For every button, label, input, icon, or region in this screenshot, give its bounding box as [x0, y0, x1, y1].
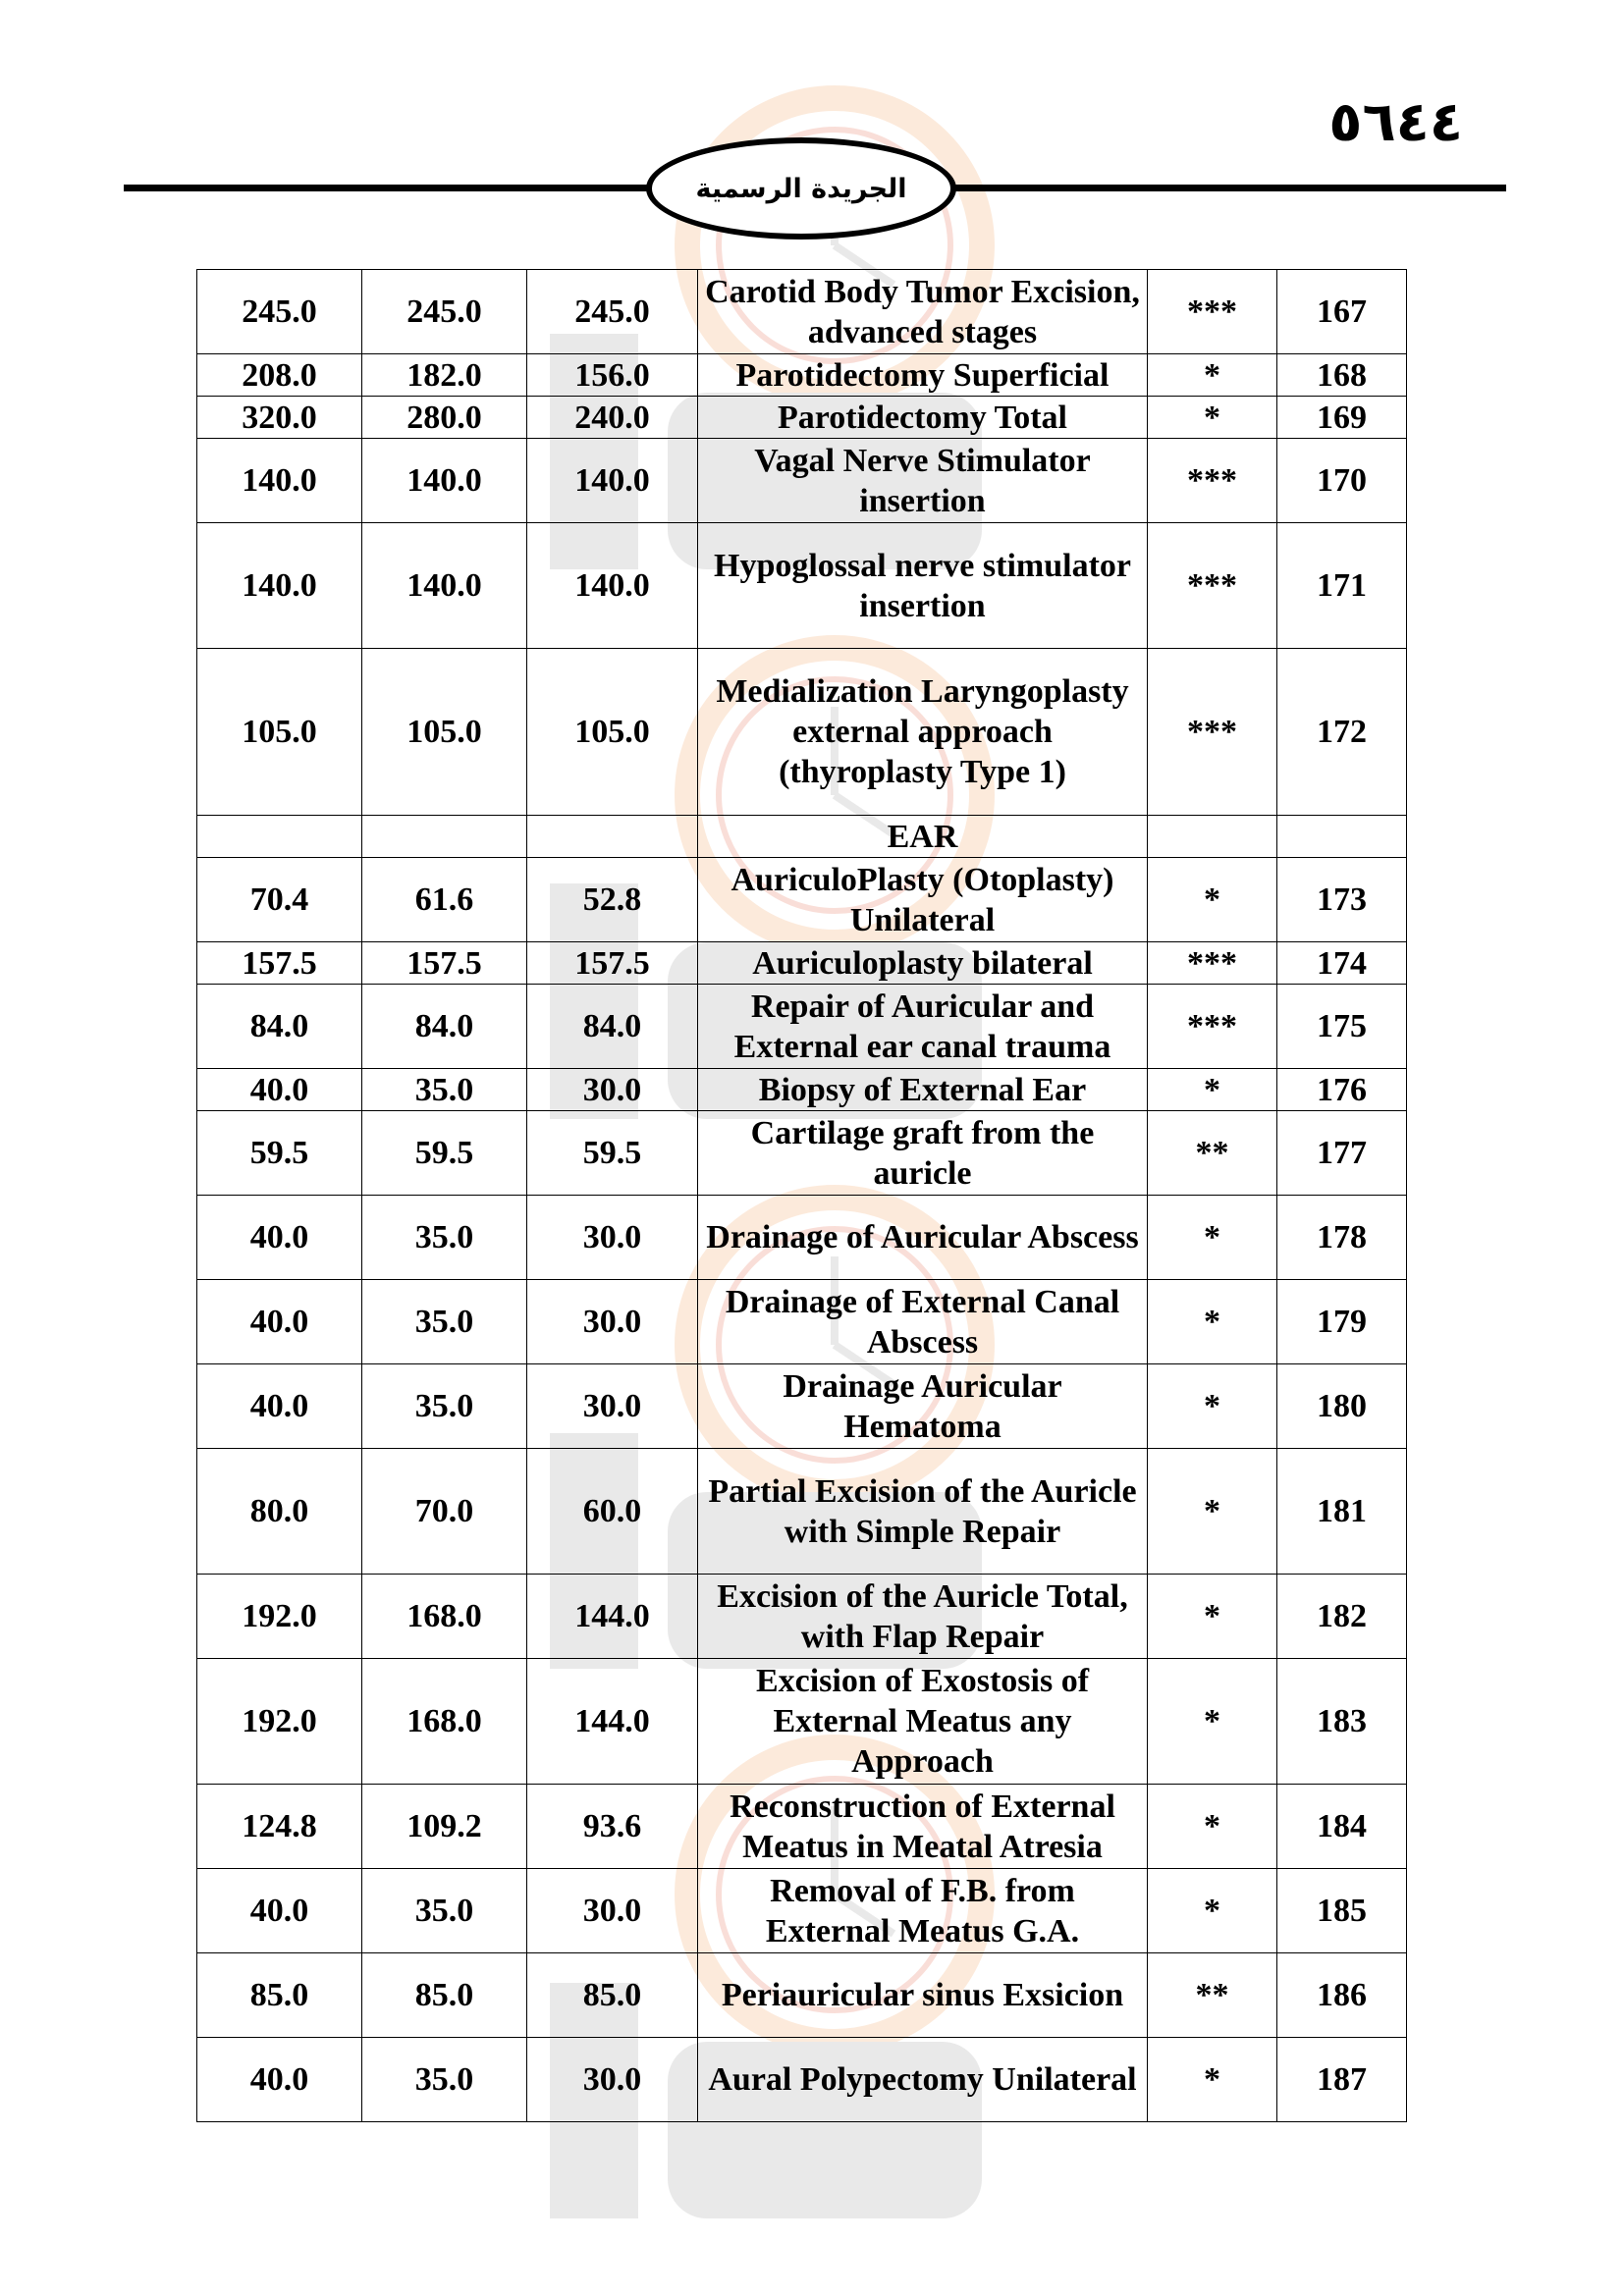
fee-level-3: 30.0 — [527, 1196, 698, 1280]
table-row — [197, 1869, 1407, 1953]
item-number: 168 — [1277, 354, 1407, 397]
fee-table-body — [197, 270, 1407, 2122]
item-number: 169 — [1277, 397, 1407, 439]
category-stars: * — [1148, 397, 1277, 439]
table-row — [197, 439, 1407, 523]
fee-level-3: 30.0 — [527, 2038, 698, 2122]
section-header-row — [197, 816, 1407, 858]
category-stars: * — [1148, 1364, 1277, 1449]
fee-level-1: 40.0 — [197, 1869, 362, 1953]
fee-level-3: 59.5 — [527, 1111, 698, 1196]
procedure-description: Drainage of Auricular Abscess — [698, 1196, 1148, 1280]
procedure-description: Reconstruction of External Meatus in Meatal Atresia — [698, 1785, 1148, 1869]
item-number: 178 — [1277, 1196, 1407, 1280]
procedure-description: Hypoglossal nerve stimulator insertion — [698, 523, 1148, 649]
table-row — [197, 1069, 1407, 1111]
category-stars: * — [1148, 1575, 1277, 1659]
fee-level-2: 35.0 — [362, 1364, 527, 1449]
procedure-description: Removal of F.B. from External Meatus G.A. — [698, 1869, 1148, 1953]
category-stars: * — [1148, 2038, 1277, 2122]
procedure-description: Excision of the Auricle Total, with Flap Repair — [698, 1575, 1148, 1659]
category-stars: *** — [1148, 523, 1277, 649]
procedure-description: Cartilage graft from the auricle — [698, 1111, 1148, 1196]
procedure-description: Repair of Auricular and External ear canal trauma — [698, 985, 1148, 1069]
fee-level-2: 85.0 — [362, 1953, 527, 2038]
fee-level-2: 84.0 — [362, 985, 527, 1069]
fee-level-1: 124.8 — [197, 1785, 362, 1869]
category-stars — [1148, 816, 1277, 858]
table-row — [197, 270, 1407, 354]
procedure-description: Biopsy of External Ear — [698, 1069, 1148, 1111]
fee-level-2: 61.6 — [362, 858, 527, 942]
fee-table — [196, 269, 1407, 2122]
fee-level-2: 35.0 — [362, 2038, 527, 2122]
fee-level-3: 156.0 — [527, 354, 698, 397]
table-row — [197, 354, 1407, 397]
table-row — [197, 1785, 1407, 1869]
category-stars: *** — [1148, 270, 1277, 354]
fee-level-2: 168.0 — [362, 1659, 527, 1785]
fee-level-2 — [362, 816, 527, 858]
procedure-description: Parotidectomy Superficial — [698, 354, 1148, 397]
procedure-description: Parotidectomy Total — [698, 397, 1148, 439]
fee-level-2: 157.5 — [362, 942, 527, 985]
category-stars: * — [1148, 1280, 1277, 1364]
table-row — [197, 942, 1407, 985]
fee-level-2: 168.0 — [362, 1575, 527, 1659]
fee-level-1: 192.0 — [197, 1659, 362, 1785]
fee-level-1: 320.0 — [197, 397, 362, 439]
table-row — [197, 858, 1407, 942]
fee-level-1: 157.5 — [197, 942, 362, 985]
table-row — [197, 1659, 1407, 1785]
fee-level-1: 40.0 — [197, 1280, 362, 1364]
item-number: 187 — [1277, 2038, 1407, 2122]
fee-level-3: 157.5 — [527, 942, 698, 985]
fee-level-3: 52.8 — [527, 858, 698, 942]
category-stars: * — [1148, 1785, 1277, 1869]
table-row — [197, 523, 1407, 649]
item-number: 182 — [1277, 1575, 1407, 1659]
item-number: 173 — [1277, 858, 1407, 942]
fee-level-3: 144.0 — [527, 1575, 698, 1659]
fee-level-2: 140.0 — [362, 439, 527, 523]
procedure-description: Carotid Body Tumor Excision, advanced stages — [698, 270, 1148, 354]
fee-level-3: 30.0 — [527, 1869, 698, 1953]
category-stars: * — [1148, 1069, 1277, 1111]
fee-level-3: 30.0 — [527, 1280, 698, 1364]
item-number: 167 — [1277, 270, 1407, 354]
fee-level-1: 208.0 — [197, 354, 362, 397]
fee-level-2: 140.0 — [362, 523, 527, 649]
procedure-description: Excision of Exostosis of External Meatus any Approach — [698, 1659, 1148, 1785]
category-stars: * — [1148, 1869, 1277, 1953]
table-row — [197, 985, 1407, 1069]
fee-level-1: 140.0 — [197, 439, 362, 523]
fee-level-2: 280.0 — [362, 397, 527, 439]
category-stars: *** — [1148, 649, 1277, 816]
fee-level-1: 70.4 — [197, 858, 362, 942]
category-stars: * — [1148, 1659, 1277, 1785]
category-stars: * — [1148, 1196, 1277, 1280]
fee-level-3: 93.6 — [527, 1785, 698, 1869]
fee-level-2: 245.0 — [362, 270, 527, 354]
category-stars: * — [1148, 858, 1277, 942]
category-stars: ** — [1148, 1111, 1277, 1196]
table-row — [197, 1196, 1407, 1280]
fee-level-1: 84.0 — [197, 985, 362, 1069]
item-number: 170 — [1277, 439, 1407, 523]
table-row — [197, 649, 1407, 816]
fee-level-3: 60.0 — [527, 1449, 698, 1575]
fee-level-3: 30.0 — [527, 1069, 698, 1111]
category-stars: *** — [1148, 985, 1277, 1069]
procedure-description: Auriculoplasty bilateral — [698, 942, 1148, 985]
item-number: 175 — [1277, 985, 1407, 1069]
fee-level-3: 84.0 — [527, 985, 698, 1069]
page-number: ٥٦٤٤ — [1328, 90, 1463, 154]
fee-level-1: 85.0 — [197, 1953, 362, 2038]
table-row — [197, 1449, 1407, 1575]
procedure-description: Partial Excision of the Auricle with Simple Repair — [698, 1449, 1148, 1575]
item-number: 174 — [1277, 942, 1407, 985]
gazette-title-oval — [646, 137, 956, 240]
fee-level-2: 35.0 — [362, 1069, 527, 1111]
procedure-description: Drainage of External Canal Abscess — [698, 1280, 1148, 1364]
procedure-description: Vagal Nerve Stimulator insertion — [698, 439, 1148, 523]
fee-level-2: 109.2 — [362, 1785, 527, 1869]
category-stars: *** — [1148, 439, 1277, 523]
table-row — [197, 1280, 1407, 1364]
item-number: 180 — [1277, 1364, 1407, 1449]
fee-level-1: 40.0 — [197, 1364, 362, 1449]
item-number — [1277, 816, 1407, 858]
item-number: 176 — [1277, 1069, 1407, 1111]
fee-level-1: 105.0 — [197, 649, 362, 816]
item-number: 186 — [1277, 1953, 1407, 2038]
fee-level-2: 35.0 — [362, 1869, 527, 1953]
fee-level-3 — [527, 816, 698, 858]
fee-level-3: 30.0 — [527, 1364, 698, 1449]
item-number: 185 — [1277, 1869, 1407, 1953]
fee-level-1 — [197, 816, 362, 858]
table-row — [197, 1575, 1407, 1659]
table-row — [197, 1953, 1407, 2038]
fee-level-3: 240.0 — [527, 397, 698, 439]
fee-level-3: 140.0 — [527, 439, 698, 523]
procedure-description: Aural Polypectomy Unilateral — [698, 2038, 1148, 2122]
procedure-description: Medialization Laryngoplasty external approach (thyroplasty Type 1) — [698, 649, 1148, 816]
item-number: 179 — [1277, 1280, 1407, 1364]
gazette-title: الجريدة الرسمية — [695, 173, 907, 204]
table-row — [197, 2038, 1407, 2122]
table-row — [197, 1364, 1407, 1449]
category-stars: * — [1148, 354, 1277, 397]
item-number: 172 — [1277, 649, 1407, 816]
item-number: 181 — [1277, 1449, 1407, 1575]
fee-level-1: 59.5 — [197, 1111, 362, 1196]
category-stars: ** — [1148, 1953, 1277, 2038]
item-number: 171 — [1277, 523, 1407, 649]
fee-level-3: 85.0 — [527, 1953, 698, 2038]
fee-level-1: 40.0 — [197, 2038, 362, 2122]
fee-level-1: 245.0 — [197, 270, 362, 354]
table-row — [197, 1111, 1407, 1196]
fee-level-1: 40.0 — [197, 1196, 362, 1280]
fee-level-2: 182.0 — [362, 354, 527, 397]
fee-level-1: 140.0 — [197, 523, 362, 649]
fee-level-1: 80.0 — [197, 1449, 362, 1575]
fee-level-3: 105.0 — [527, 649, 698, 816]
category-stars: *** — [1148, 942, 1277, 985]
fee-level-1: 192.0 — [197, 1575, 362, 1659]
fee-level-3: 140.0 — [527, 523, 698, 649]
fee-level-2: 105.0 — [362, 649, 527, 816]
fee-level-2: 35.0 — [362, 1280, 527, 1364]
fee-level-1: 40.0 — [197, 1069, 362, 1111]
procedure-description: AuriculoPlasty (Otoplasty) Unilateral — [698, 858, 1148, 942]
fee-level-2: 59.5 — [362, 1111, 527, 1196]
item-number: 184 — [1277, 1785, 1407, 1869]
item-number: 183 — [1277, 1659, 1407, 1785]
procedure-description: Periauricular sinus Exsicion — [698, 1953, 1148, 2038]
procedure-description: Drainage Auricular Hematoma — [698, 1364, 1148, 1449]
item-number: 177 — [1277, 1111, 1407, 1196]
category-stars: * — [1148, 1449, 1277, 1575]
fee-level-2: 35.0 — [362, 1196, 527, 1280]
fee-level-3: 144.0 — [527, 1659, 698, 1785]
fee-level-2: 70.0 — [362, 1449, 527, 1575]
fee-level-3: 245.0 — [527, 270, 698, 354]
table-row — [197, 397, 1407, 439]
procedure-description: EAR — [698, 816, 1148, 858]
